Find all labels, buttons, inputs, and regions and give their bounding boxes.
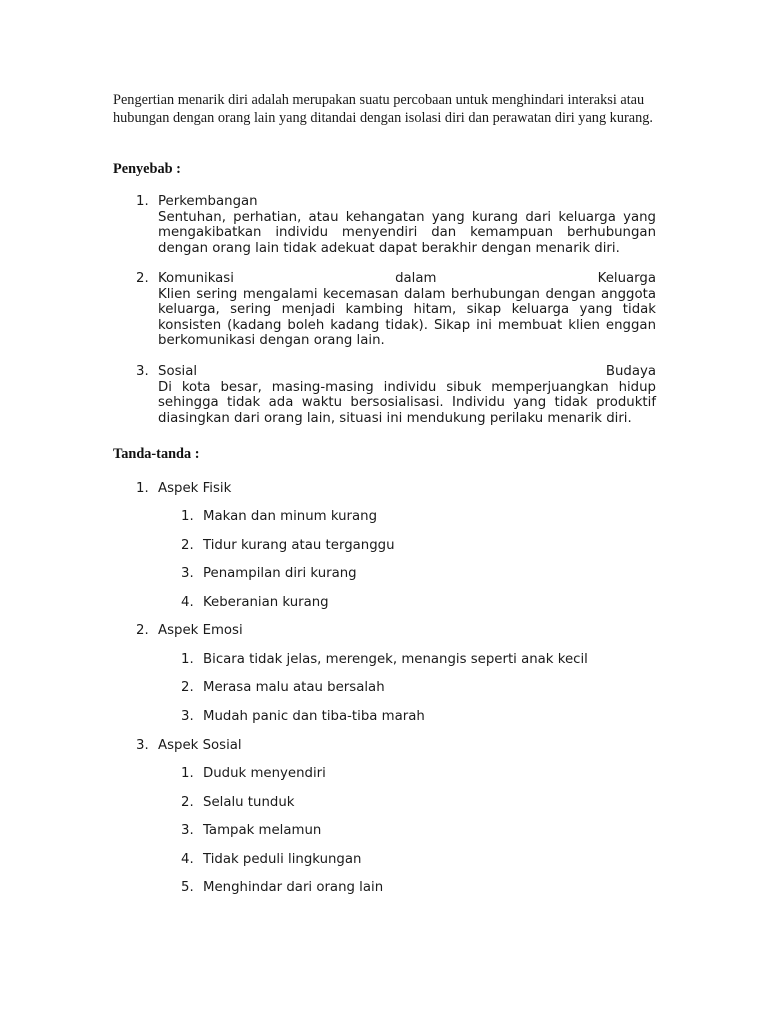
cause-number: 2.: [136, 271, 149, 286]
list-number: 5.: [181, 880, 194, 895]
aspect-item-sosial: [136, 738, 242, 754]
cause-title-word: Komunikasi: [158, 271, 234, 286]
list-number: 4.: [181, 852, 194, 867]
aspect-label: Aspek Emosi: [158, 623, 243, 638]
list-number: 3.: [181, 709, 194, 724]
list-number: 3.: [181, 566, 194, 581]
aspect-item-emosi: [136, 623, 243, 639]
list-number: 3.: [136, 738, 149, 753]
sign-list-item: [181, 680, 385, 696]
sign-text: Tidak peduli lingkungan: [203, 852, 362, 867]
cause-number: 1.: [136, 194, 149, 209]
aspect-label: Aspek Fisik: [158, 481, 232, 496]
list-number: 2.: [136, 623, 149, 638]
cause-description: Di kota besar, masing-masing individu sibuk memperjuangkan hidup sehingga tidak ada waktu bersosialisasi. Individu yang tidak produktif diasingkan dari orang lain, situasi ini mendukung perilaku menarik diri.: [158, 379, 656, 426]
cause-description: Sentuhan, perhatian, atau kehangatan yang kurang dari keluarga yang mengakibatkan individu menyendiri dan kemampuan berhubungan dengan orang lain tidak adekuat dapat berakhir dengan menarik diri.: [158, 209, 656, 256]
sign-text: Tidur kurang atau terganggu: [203, 538, 395, 553]
sign-list-item: [181, 766, 326, 782]
sign-text: Bicara tidak jelas, merengek, menangis seperti anak kecil: [203, 652, 588, 667]
heading-penyebab: Penyebab :: [113, 161, 181, 177]
sign-text: Duduk menyendiri: [203, 766, 326, 781]
sign-text: Menghindar dari orang lain: [203, 880, 384, 895]
list-number: 2.: [181, 795, 194, 810]
sign-text: Keberanian kurang: [203, 595, 329, 610]
sign-list-item: [181, 595, 329, 611]
sign-list-item: [181, 709, 425, 725]
sign-text: Penampilan diri kurang: [203, 566, 357, 581]
sign-text: Makan dan minum kurang: [203, 509, 378, 524]
sign-list-item: [181, 652, 588, 668]
list-number: 1.: [181, 509, 194, 524]
sign-text: Tampak melamun: [203, 823, 322, 838]
cause-title-word: dalam: [395, 271, 437, 286]
sign-text: Selalu tunduk: [203, 795, 295, 810]
sign-list-item: [181, 880, 383, 896]
list-number: 2.: [181, 680, 194, 695]
sign-list-item: [181, 795, 294, 811]
sign-list-item: [181, 852, 361, 868]
cause-title: [158, 194, 656, 210]
cause-title: [158, 271, 656, 287]
cause-title-word: Budaya: [605, 364, 656, 379]
list-number: 1.: [136, 481, 149, 496]
cause-title: [158, 364, 656, 380]
list-number: 1.: [181, 652, 194, 667]
aspect-label: Aspek Sosial: [158, 738, 242, 753]
sign-list-item: [181, 538, 395, 554]
sign-text: Mudah panic dan tiba-tiba marah: [203, 709, 425, 724]
list-number: 1.: [181, 766, 194, 781]
cause-title-word: Sosial: [158, 364, 198, 379]
sign-list-item: [181, 566, 357, 582]
sign-list-item: [181, 823, 321, 839]
list-number: 3.: [181, 823, 194, 838]
cause-title-word: Perkembangan: [158, 194, 258, 209]
aspect-item-fisik: [136, 481, 231, 497]
sign-list-item: [181, 509, 377, 525]
cause-number: 3.: [136, 364, 149, 379]
heading-tanda-tanda: Tanda-tanda :: [113, 446, 200, 462]
cause-description: Klien sering mengalami kecemasan dalam berhubungan dengan anggota keluarga, sering menjadi kambing hitam, sikap keluarga yang tidak konsisten (kadang boleh kadang tidak). Sikap ini membuat klien enggan berkomunikasi dengan orang lain.: [158, 286, 656, 348]
intro-paragraph: Pengertian menarik diri adalah merupakan suatu percobaan untuk menghindari interaksi atau hubungan dengan orang lain yang ditandai dengan isolasi diri dan perawatan diri yang kurang.: [113, 92, 653, 126]
sign-text: Merasa malu atau bersalah: [203, 680, 385, 695]
cause-title-word: Keluarga: [597, 271, 656, 286]
list-number: 2.: [181, 538, 194, 553]
list-number: 4.: [181, 595, 194, 610]
